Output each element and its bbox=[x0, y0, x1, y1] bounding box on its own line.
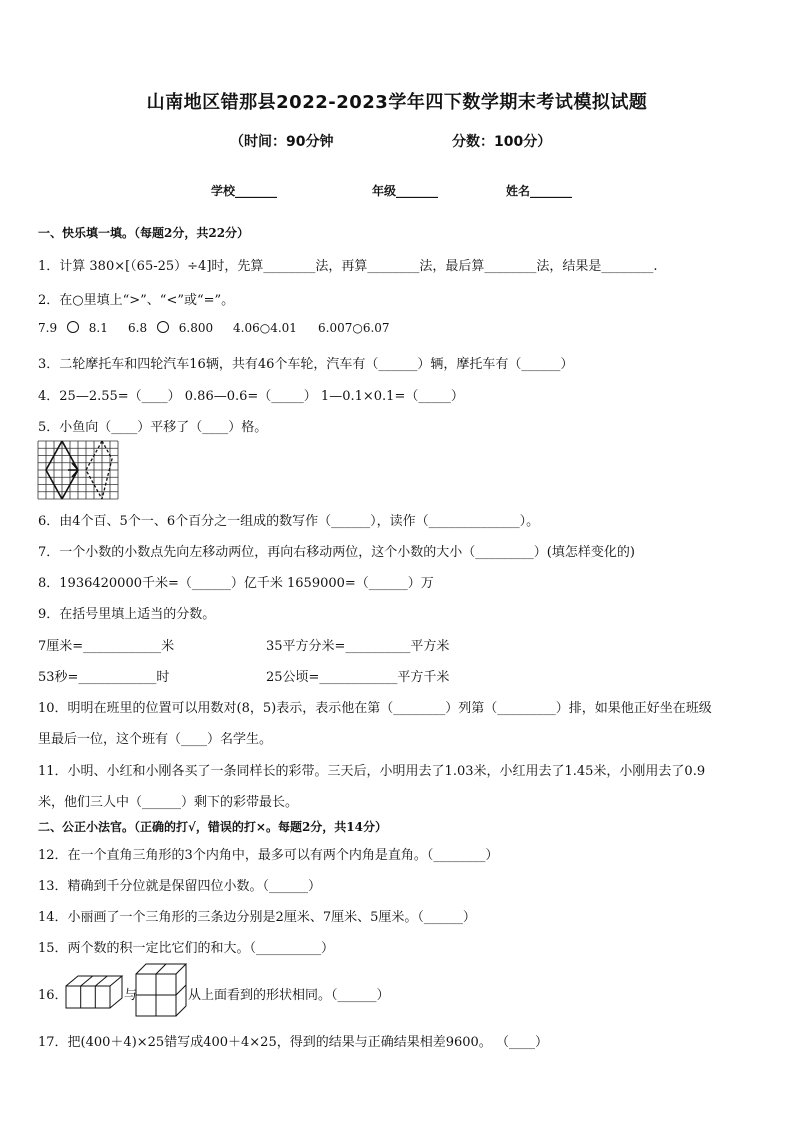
q9-item-c: 53秒=____________时 bbox=[38, 670, 170, 685]
question-16-number: 16． bbox=[38, 988, 68, 1003]
exam-time: （时间：90分钟 bbox=[230, 134, 334, 150]
section-2-title: 二、公正小法官。（正确的打√，错误的打×。每题2分，共14分） bbox=[38, 820, 387, 834]
q2-item-2 bbox=[128, 321, 213, 335]
question-14: 14．小丽画了一个三角形的三条边分别是2厘米、7厘米、5厘米。（______） bbox=[38, 910, 476, 925]
name-field: 姓名_______ bbox=[506, 184, 573, 198]
question-2: 2．在○里填上“>”、“<”或“=”。 bbox=[38, 293, 235, 308]
question-10-line-1: 10．明明在班里的位置可以用数对(8，5)表示，表示他在第（________）列第（_________）排，如果他正好坐在班级 bbox=[38, 701, 712, 716]
q9-item-d: 25公顷=____________平方千米 bbox=[266, 670, 450, 685]
question-15: 15．两个数的积一定比它们的和大。（__________） bbox=[38, 941, 335, 956]
grade-field: 年级_______ bbox=[372, 184, 439, 198]
q2-item-1-right: 8.1 bbox=[88, 321, 108, 335]
q9-item-b: 35平方分米=__________平方米 bbox=[266, 639, 450, 654]
question-6: 6．由4个百、5个一、6个百分之一组成的数写作（______），读作（______________）。 bbox=[38, 514, 540, 529]
exam-score: 分数：100分） bbox=[452, 134, 552, 150]
question-13: 13．精确到千分位就是保留四位小数。（______） bbox=[38, 879, 322, 894]
cubes-figure-row bbox=[66, 970, 124, 1010]
question-16-text: 从上面看到的形状相同。（______） bbox=[188, 988, 390, 1003]
question-16-connector: 与 bbox=[124, 988, 138, 1003]
question-12: 12．在一个直角三角形的3个内角中，最多可以有两个内角是直角。（________） bbox=[38, 848, 499, 863]
q2-item-4: 6.007○6.07 bbox=[318, 321, 390, 335]
question-9: 9．在括号里填上适当的分数。 bbox=[38, 607, 216, 622]
q2-item-3: 4.06○4.01 bbox=[233, 321, 297, 335]
q2-item-1-left: 7.9 bbox=[38, 321, 58, 335]
question-1: 1．计算 380×[（65-25）÷4]时，先算________法，再算________法，最后算________法，结果是________. bbox=[38, 259, 658, 274]
question-4: 4．25—2.55=（____） 0.86—0.6=（_____） 1—0.1×0.1=（_____） bbox=[38, 389, 464, 404]
cubes-figure-stack bbox=[136, 962, 188, 1018]
q2-item-2-left: 6.8 bbox=[128, 321, 148, 335]
section-1-title: 一、快乐填一填。（每题2分，共22分） bbox=[38, 226, 250, 240]
question-5: 5．小鱼向（____）平移了（____）格。 bbox=[38, 420, 268, 435]
q9-item-a: 7厘米=____________米 bbox=[38, 639, 175, 654]
compare-circle bbox=[67, 321, 79, 333]
question-10-line-2: 里最后一位，这个班有（____）名学生。 bbox=[38, 732, 273, 747]
question-8: 8．1936420000千米=（______）亿千米 1659000=（______）万 bbox=[38, 576, 434, 591]
school-field: 学校_______ bbox=[211, 184, 278, 198]
page-title: 山南地区错那县2022-2023学年四下数学期末考试模拟试题 bbox=[146, 92, 648, 113]
question-3: 3．二轮摩托车和四轮汽车16辆，共有46个车轮，汽车有（______）辆，摩托车有（______） bbox=[38, 357, 574, 372]
q2-item-2-right: 6.800 bbox=[178, 321, 214, 335]
question-11-line-1: 11．小明、小红和小刚各买了一条同样长的彩带。三天后，小明用去了1.03米，小红用去了1.45米，小刚用去了0.9 bbox=[38, 764, 706, 779]
fish-grid-figure bbox=[38, 441, 118, 499]
question-17: 17．把(400＋4)×25错写成400＋4×25，得到的结果与正确结果相差9600。 （____） bbox=[38, 1035, 548, 1050]
question-11-line-2: 米，他们三人中（______）剩下的彩带最长。 bbox=[38, 795, 299, 810]
question-7: 7．一个小数的小数点先向左移动两位，再向右移动两位，这个小数的大小（_________）(填怎样变化的) bbox=[38, 545, 635, 560]
q2-item-1 bbox=[38, 321, 108, 335]
compare-circle bbox=[157, 321, 169, 333]
